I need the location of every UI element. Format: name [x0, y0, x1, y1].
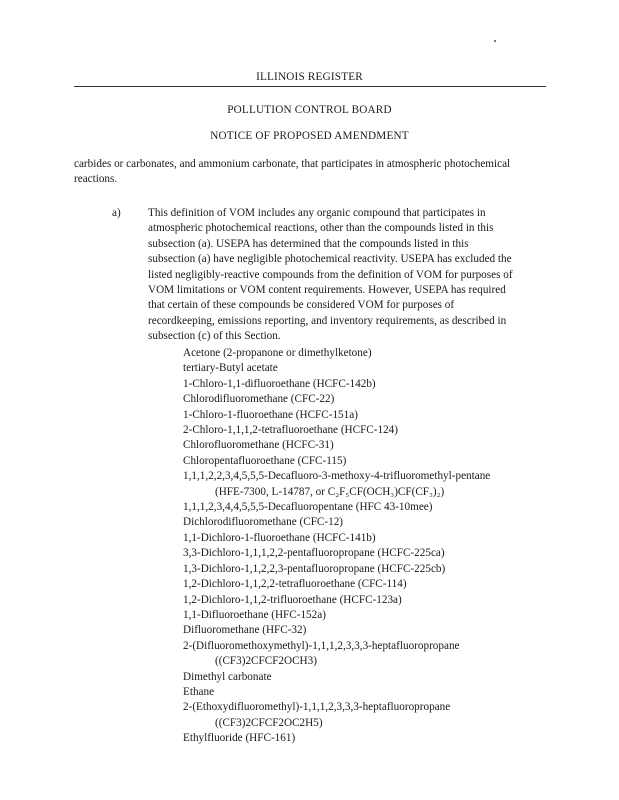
compound-item: 1-Chloro-1,1-difluoroethane (HCFC-142b) — [183, 377, 376, 390]
compound-item: 2-Chloro-1,1,1,2-tetrafluoroethane (HCFC-124) — [183, 424, 398, 437]
paragraph-line: subsection (a). USEPA has determined that the compounds listed in this — [148, 237, 469, 250]
paragraph-line: recordkeeping, emissions reporting, and inventory requirements, as described in — [148, 314, 507, 327]
notice-title: NOTICE OF PROPOSED AMENDMENT — [210, 130, 409, 142]
compound-list — [183, 346, 563, 747]
compound-continuation: ((CF3)2CFCF2OC2H5) — [215, 716, 323, 729]
compound-item: Dichlorodifluoromethane (CFC-12) — [183, 516, 344, 529]
compound-item: 1,2-Dichloro-1,1,2-trifluoroethane (HCFC-123a) — [183, 593, 402, 606]
compound-item: Chlorofluoromethane (HCFC-31) — [183, 439, 334, 452]
compound-item: 1,1-Dichloro-1-fluoroethane (HCFC-141b) — [183, 531, 376, 544]
compound-item: 1,3-Dichloro-1,1,2,2,3-pentafluoropropane (HCFC-225cb) — [183, 562, 446, 575]
compound-item: tertiary-Butyl acetate — [183, 362, 278, 375]
paragraph-line: This definition of VOM includes any organic compound that participates in — [148, 207, 486, 219]
compound-continuation: (HFE-7300, L-14787, or C₂F₅CF(OCH₃)CF(CF₃)₂) — [215, 485, 445, 498]
register-title: ILLINOIS REGISTER — [256, 71, 363, 83]
subsection-label: a) — [112, 207, 121, 219]
paragraph-line: VOM limitations or VOM content requirements. However, USEPA has required — [148, 284, 506, 297]
compound-item: 1,1-Difluoroethane (HFC-152a) — [183, 608, 326, 621]
compound-item: Chloropentafluoroethane (CFC-115) — [183, 454, 347, 467]
compound-item: Ethylfluoride (HFC-161) — [183, 732, 296, 745]
compound-item: Difluoromethane (HFC-32) — [183, 624, 307, 637]
compound-continuation: ((CF3)2CFCF2OCH3) — [215, 655, 317, 668]
compound-item: 3,3-Dichloro-1,1,1,2,2-pentafluoropropane (HCFC-225ca) — [183, 547, 445, 560]
board-title: POLLUTION CONTROL BOARD — [227, 104, 392, 116]
compound-item: 2-(Difluoromethoxymethyl)-1,1,1,2,3,3,3-heptafluoropropane — [183, 639, 460, 652]
compound-item: Dimethyl carbonate — [183, 670, 272, 683]
compound-item: Chlorodifluoromethane (CFC-22) — [183, 393, 335, 406]
compound-item: 1,2-Dichloro-1,1,2,2-tetrafluoroethane (CFC-114) — [183, 578, 407, 591]
compound-item: 1,1,1,2,3,4,4,5,5,5-Decafluoropentane (HFC 43-10mee) — [183, 501, 433, 514]
paragraph-line: atmospheric photochemical reactions, other than the compounds listed in this — [148, 222, 494, 235]
intro-line: carbides or carbonates, and ammonium carbonate, that participates in atmospheric photochemical — [74, 158, 511, 170]
paragraph-line: subsection (c) of this Section. — [148, 330, 281, 343]
compound-item: 2-(Ethoxydifluoromethyl)-1,1,1,2,3,3,3-heptafluoropropane — [183, 701, 451, 714]
compound-item: 1,1,1,2,2,3,4,5,5,5-Decafluoro-3-methoxy-4-trifluoromethyl-pentane — [183, 470, 491, 483]
header-rule — [74, 86, 546, 87]
paragraph-line: listed negligibly-reactive compounds from the definition of VOM for purposes of — [148, 268, 513, 281]
intro-text — [74, 157, 554, 188]
compound-item: 1-Chloro-1-fluoroethane (HCFC-151a) — [183, 408, 358, 421]
paragraph-line: subsection (a) have negligible photochemical reactivity. USEPA has excluded the — [148, 253, 512, 266]
paragraph-line: that certain of these compounds be considered VOM for purposes of — [148, 299, 455, 312]
intro-line: reactions. — [74, 173, 118, 186]
compound-item: Acetone (2-propanone or dimethylketone) — [183, 347, 372, 359]
compound-item: Ethane — [183, 685, 215, 698]
scan-speck — [494, 40, 496, 42]
subsection-a-text — [148, 206, 548, 345]
